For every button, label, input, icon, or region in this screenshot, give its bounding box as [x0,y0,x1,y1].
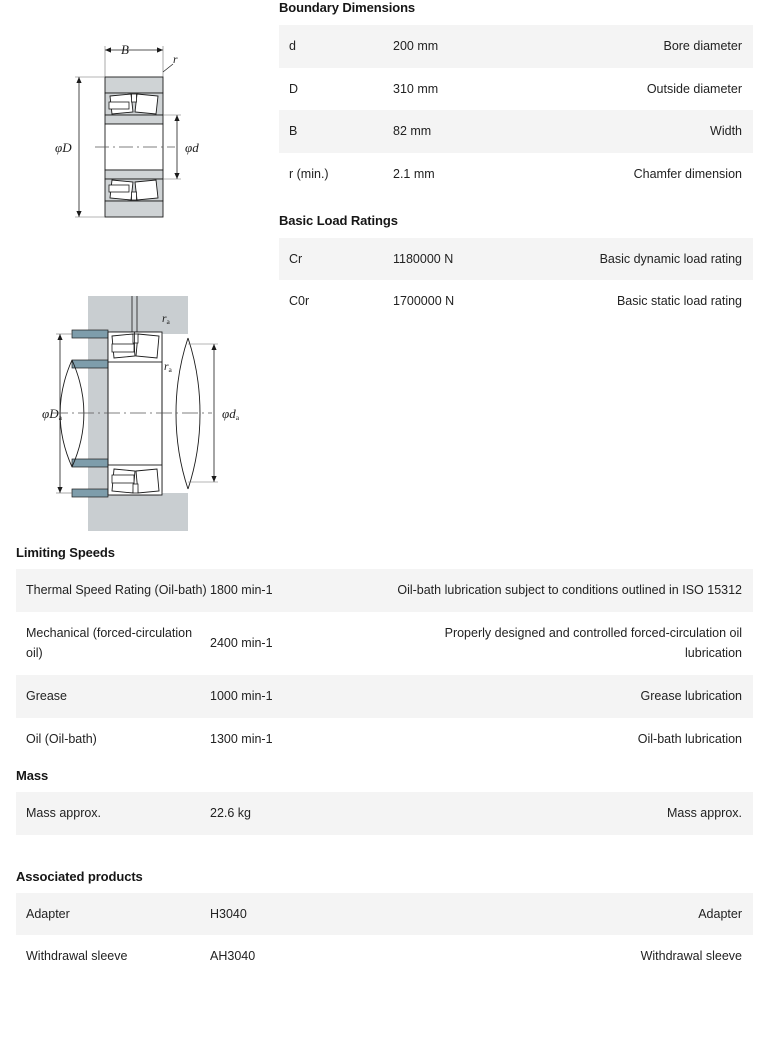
label-outside-diameter: φD [55,140,72,155]
row-label: B [289,124,298,139]
row-description: Bore diameter [663,39,742,53]
row-description: Chamfer dimension [633,166,742,181]
table-row [279,68,753,111]
row-value: 200 mm [393,39,439,53]
label-shaft-diameter: φda [222,406,240,422]
row-value: 310 mm [393,81,439,96]
row-label: d [289,39,296,53]
row-label: Adapter [26,906,70,921]
row-label: D [289,81,299,96]
table-row [279,25,753,68]
right-tables-column [279,0,753,323]
label-bore-diameter: φd [185,140,199,155]
row-label: C0r [289,294,310,309]
row-label: Thermal Speed Rating (Oil-bath) [26,583,207,597]
technical-drawings [0,0,276,545]
row-value: 2.1 mm [393,166,435,181]
row-value: 1000 min-1 [210,688,273,703]
bearing-cross-section-figure [55,32,255,257]
table-row [279,110,753,153]
row-value: 22.6 kg [210,806,252,821]
row-label: Oil (Oil-bath) [26,731,97,746]
label-chamfer-r: r [173,54,178,66]
limiting-speeds-table [16,569,753,760]
spacer [16,835,753,869]
lower-sections [16,545,753,978]
heading-limiting-speeds: Limiting Speeds [16,545,115,560]
row-description: Basic dynamic load rating [599,251,742,266]
table-row [279,280,753,323]
heading-basic-load-ratings: Basic Load Ratings [279,212,398,228]
mass-body [16,792,753,835]
label-shaft-fillet-ra: ra [164,361,172,374]
table-row [279,238,753,281]
row-description: Oil-bath lubrication subject to conditions outlined in ISO 15312 [397,583,742,597]
row-description: Oil-bath lubrication [637,731,742,746]
heading-boundary-dimensions: Boundary Dimensions [279,0,416,15]
limiting-speeds-body [16,569,753,760]
table-row [16,612,753,675]
table-row [16,675,753,718]
row-value: 1800 min-1 [210,583,273,597]
label-housing-diameter: φDa [42,406,62,422]
row-value: AH3040 [210,949,256,964]
row-description: Grease lubrication [640,688,742,703]
boundary-dimensions-body [279,25,753,196]
row-label: Grease [26,688,67,703]
row-value: 1300 min-1 [210,731,273,746]
row-label: Mass approx. [26,806,102,821]
table-row [279,153,753,196]
table-row [16,935,753,978]
associated-products-body [16,893,753,978]
basic-load-ratings-body [279,238,753,323]
label-housing-fillet-ra: ra [162,313,170,326]
row-value: 1180000 N [393,251,454,266]
heading-associated-products: Associated products [16,868,143,884]
row-label: Withdrawal sleeve [26,949,128,964]
row-value: 82 mm [393,124,432,139]
table-row [16,893,753,936]
spacer [16,760,753,768]
label-width-B: B [121,42,129,57]
row-description: Adapter [698,906,742,921]
mass-table [16,792,753,835]
table-row [16,718,753,761]
mounting-dimensions-svg [42,296,267,531]
row-value: 2400 min-1 [210,635,273,650]
row-description: Basic static load rating [616,294,742,309]
row-description: Outside diameter [646,81,742,96]
row-value: H3040 [210,906,247,921]
row-label: Cr [289,251,303,266]
mounting-dimensions-figure [42,296,267,531]
basic-load-ratings-table [279,238,753,323]
row-description: Withdrawal sleeve [640,949,742,964]
row-label: Mechanical (forced-circulation oil) [26,625,193,661]
table-row [16,569,753,612]
boundary-dimensions-table [279,25,753,196]
row-description: Width [710,124,742,139]
row-value: 1700000 N [393,294,455,309]
table-row [16,792,753,835]
spacer [279,196,753,213]
row-label: r (min.) [289,166,329,181]
bearing-cross-section-svg [55,32,255,257]
row-description: Properly designed and controlled forced-circulation oil lubrication [444,625,742,661]
associated-products-table [16,893,753,978]
row-description: Mass approx. [666,806,742,821]
heading-mass: Mass [16,768,49,784]
